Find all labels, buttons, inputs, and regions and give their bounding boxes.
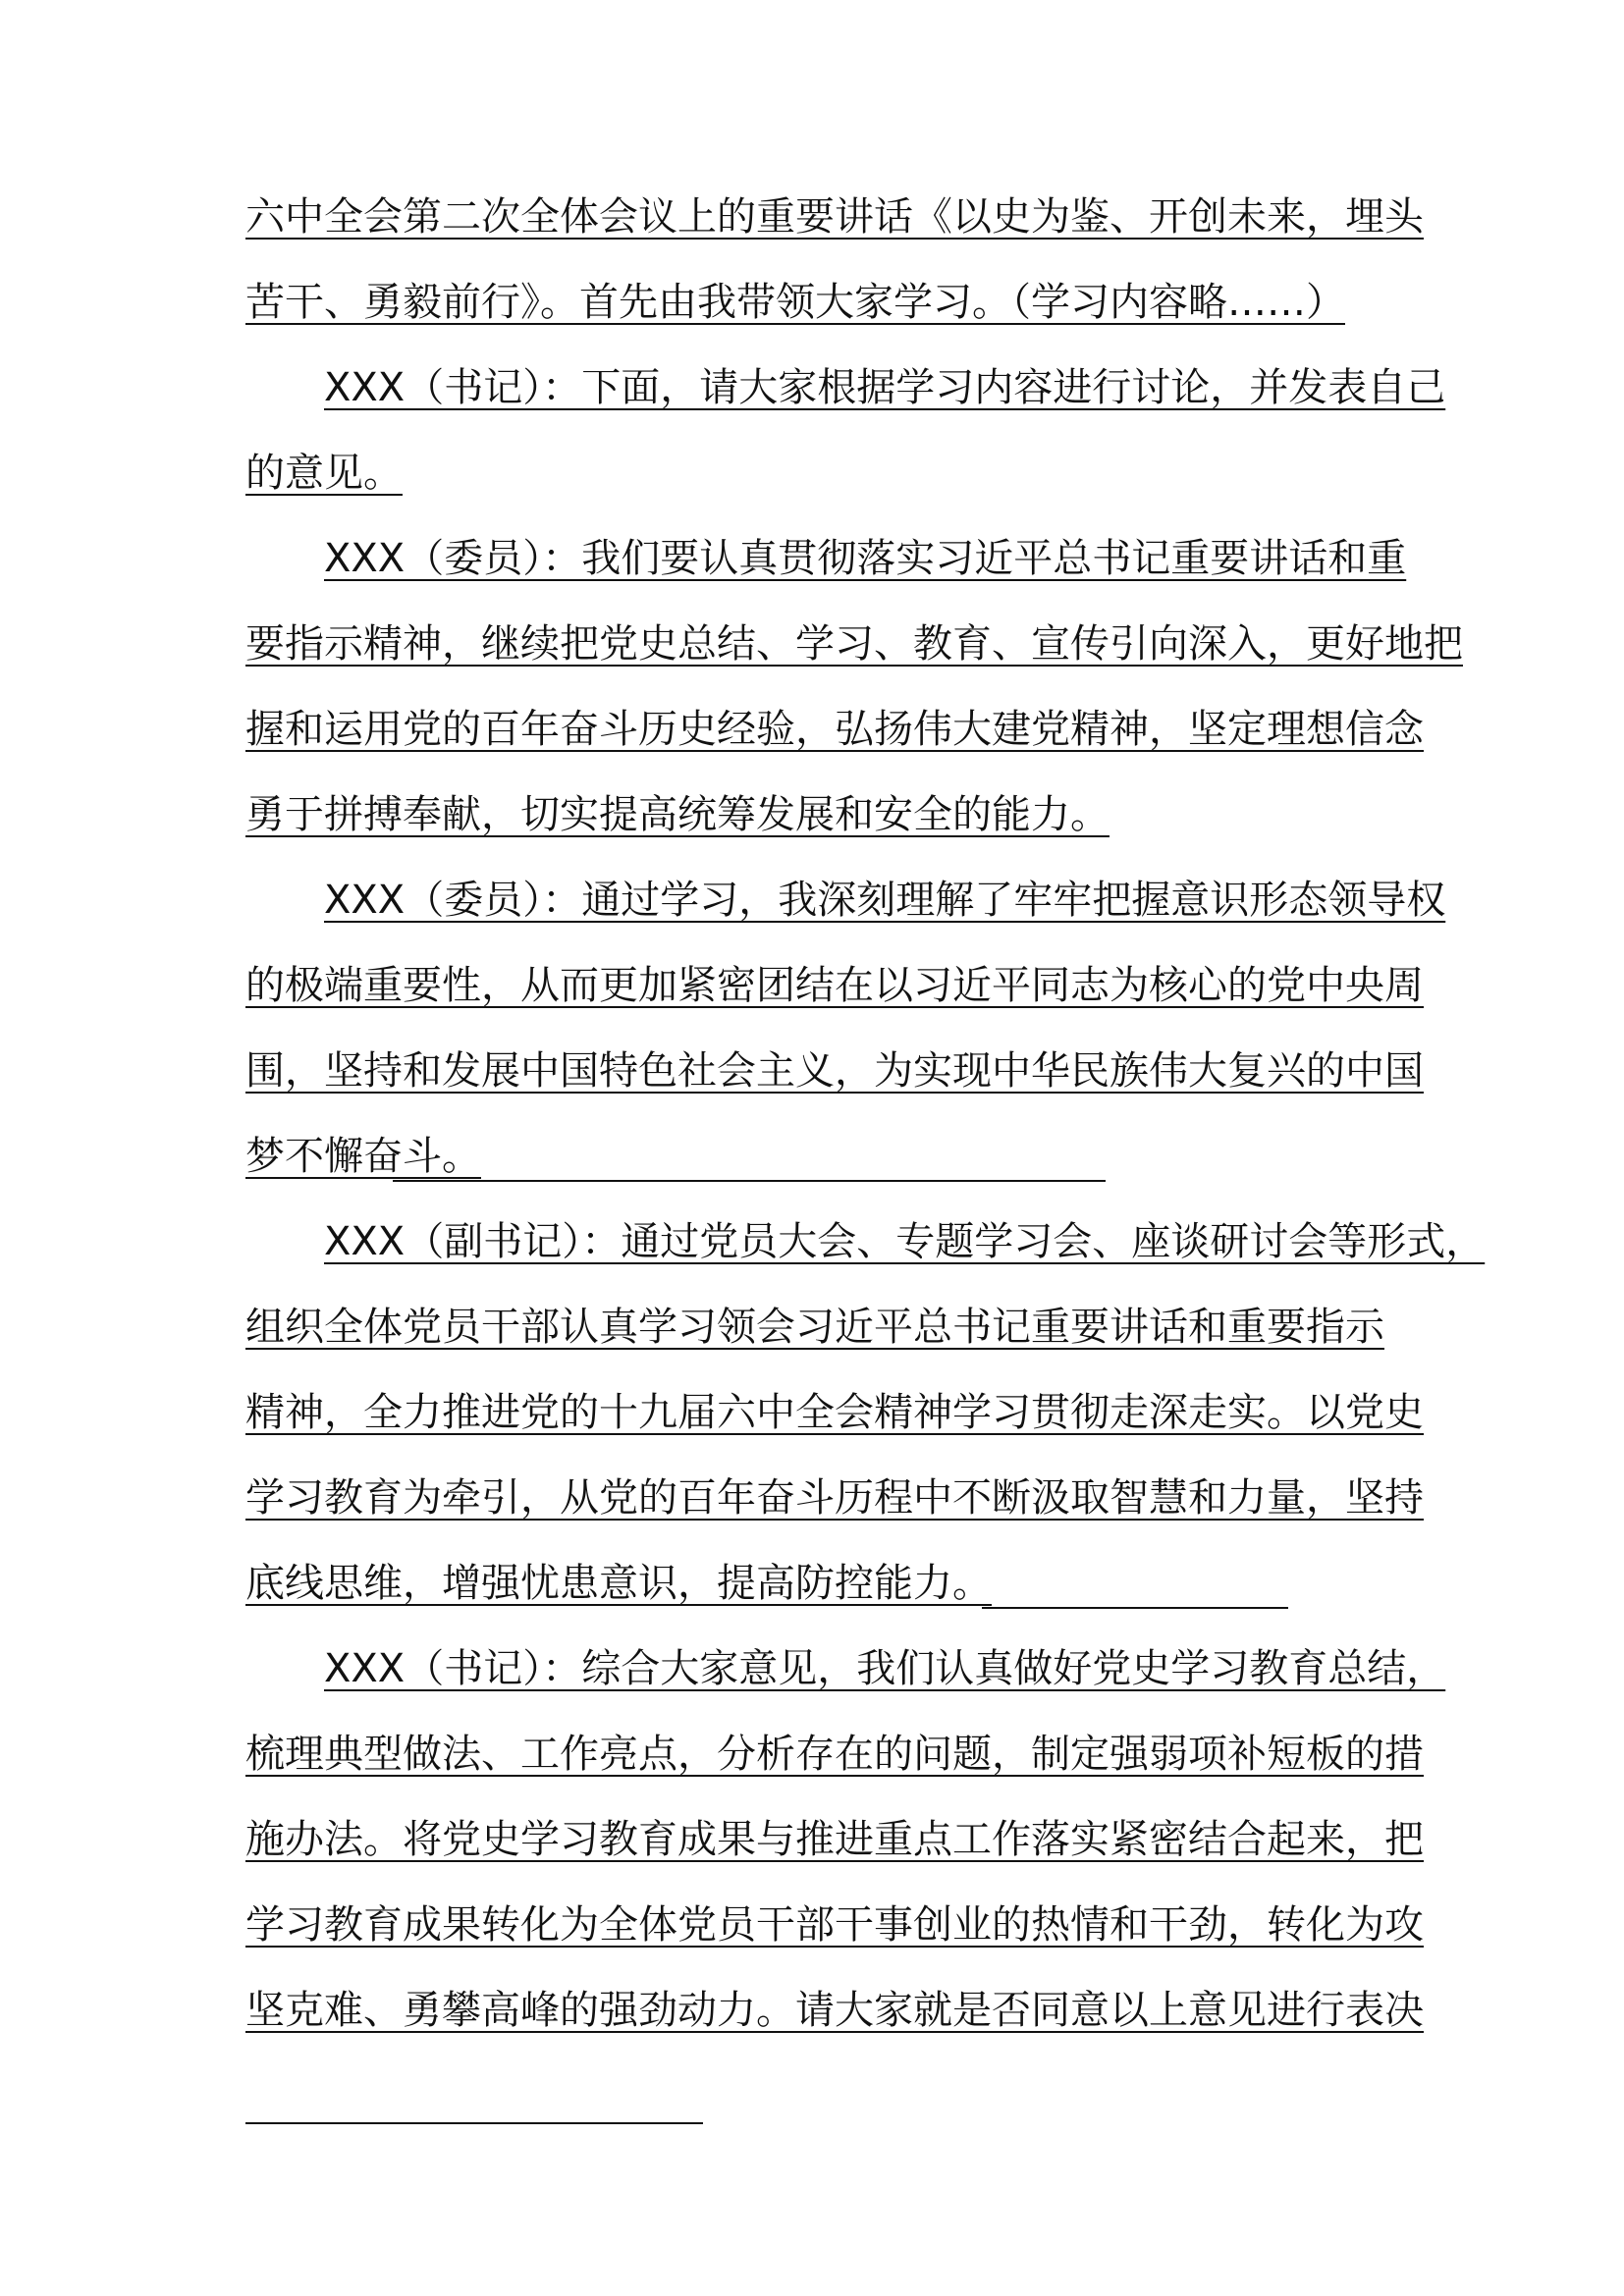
text-line-content: 底线思维，增强忧患意识，提高防控能力。 — [245, 1561, 992, 1606]
text-line — [245, 1797, 1424, 1883]
text-line — [245, 260, 1390, 346]
paragraph-start-line — [245, 346, 1446, 431]
text-line — [245, 1883, 1424, 1968]
text-line-content: 学习教育为牵引，从党的百年奋斗历程中不断汲取智慧和力量，坚持 — [245, 1475, 1424, 1521]
text-line-content: XXX（书记）：下面，请大家根据学习内容进行讨论，并发表自己 — [324, 365, 1446, 410]
text-line — [245, 1285, 1390, 1370]
signature-blank-rule — [245, 2122, 703, 2124]
text-line-content: 施办法。将党史学习教育成果与推进重点工作落实紧密结合起来，把 — [245, 1817, 1424, 1862]
paragraph-start-line — [245, 516, 1407, 602]
document-body — [245, 175, 1486, 2054]
text-line — [245, 943, 1424, 1029]
text-line — [245, 1968, 1424, 2054]
text-line — [245, 1456, 1424, 1541]
text-line — [245, 773, 1390, 858]
text-line — [245, 431, 1390, 516]
paragraph-start-line — [245, 1200, 1486, 1285]
text-line-content: 精神，全力推进党的十九届六中全会精神学习贯彻走深走实。以党史 — [245, 1390, 1424, 1435]
text-line-content: 勇于拼搏奉献，切实提高统筹发展和安全的能力。 — [245, 792, 1110, 837]
text-line — [245, 1029, 1424, 1114]
paragraph-start-line — [245, 858, 1446, 943]
text-line — [245, 1114, 1390, 1200]
text-line-content: 坚克难、勇攀高峰的强劲动力。请大家就是否同意以上意见进行表决 — [245, 1988, 1424, 2033]
text-line-content: XXX（委员）：通过学习，我深刻理解了牢牢把握意识形态领导权 — [324, 878, 1446, 923]
text-line-content: 组织全体党员干部认真学习领会习近平总书记重要讲话和重要指示 — [245, 1305, 1384, 1350]
text-line-content: 梦不懈奋斗。 — [245, 1134, 481, 1179]
text-line-content: 学习教育成果转化为全体党员干部干事创业的热情和干劲，转化为攻 — [245, 1902, 1424, 1948]
underline-fill-rule — [393, 1180, 1106, 1182]
text-line-content: 的意见。 — [245, 451, 403, 496]
text-line — [245, 602, 1463, 687]
text-line-content: 要指示精神，继续把党史总结、学习、教育、宣传引向深入，更好地把 — [245, 621, 1463, 667]
text-line-content: 握和运用党的百年奋斗历史经验，弘扬伟大建党精神，坚定理想信念 — [245, 707, 1424, 752]
text-line-content: XXX（书记）：综合大家意见，我们认真做好党史学习教育总结， — [324, 1646, 1446, 1691]
paragraph-start-line — [245, 1627, 1446, 1712]
text-line-content: 苦干、勇毅前行》。首先由我带领大家学习。（学习内容略……） — [245, 280, 1345, 325]
text-line — [245, 175, 1424, 260]
text-line-content: 梳理典型做法、工作亮点，分析存在的问题，制定强弱项补短板的措 — [245, 1732, 1424, 1777]
text-line-content: 六中全会第二次全体会议上的重要讲话《以史为鉴、开创未来，埋头 — [245, 194, 1424, 240]
underline-fill-rule — [982, 1607, 1288, 1609]
text-line-content: XXX（委员）：我们要认真贯彻落实习近平总书记重要讲话和重 — [324, 536, 1407, 581]
text-line — [245, 1541, 1390, 1627]
text-line-content: 围，坚持和发展中国特色社会主义，为实现中华民族伟大复兴的中国 — [245, 1048, 1424, 1094]
text-line-content: 的极端重要性，从而更加紧密团结在以习近平同志为核心的党中央周 — [245, 963, 1424, 1008]
text-line-content: XXX（副书记）：通过党员大会、专题学习会、座谈研讨会等形式， — [324, 1219, 1486, 1264]
text-line — [245, 1370, 1424, 1456]
text-line — [245, 1712, 1424, 1797]
text-line — [245, 687, 1424, 773]
